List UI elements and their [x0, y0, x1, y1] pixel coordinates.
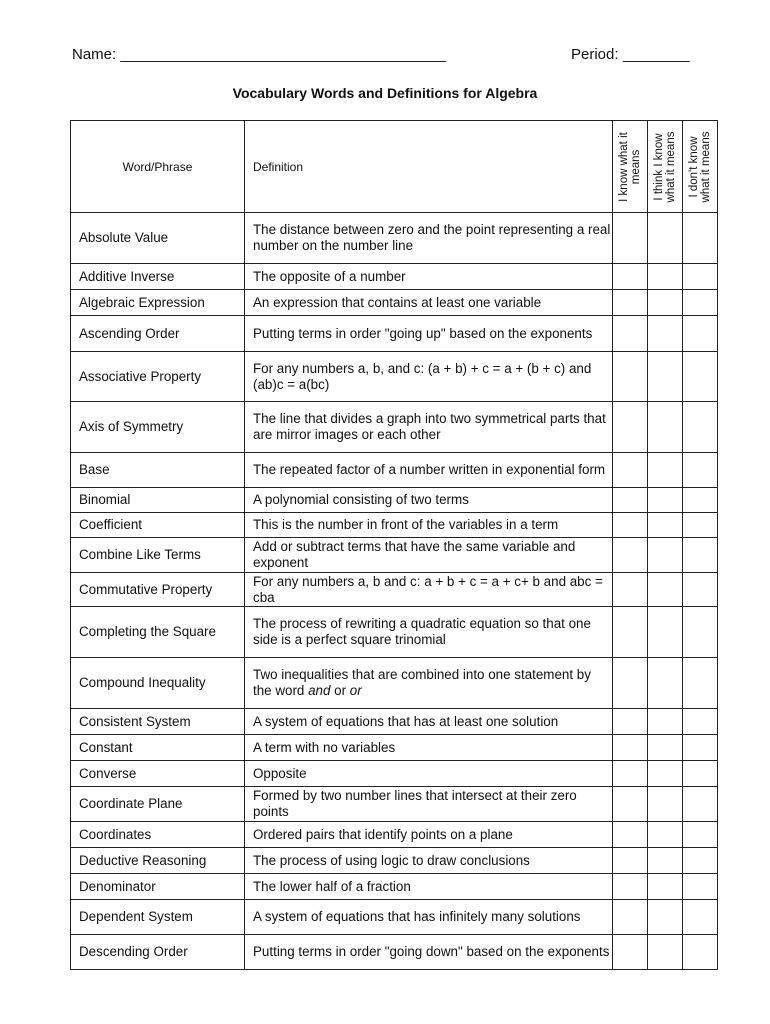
know-checkbox-cell[interactable] [613, 822, 648, 848]
definition-cell: The opposite of a number [245, 264, 613, 290]
word-cell: Base [71, 453, 245, 488]
know-checkbox-cell[interactable] [613, 709, 648, 735]
know-checkbox-cell[interactable] [613, 607, 648, 658]
table-row [71, 213, 718, 264]
vocabulary-table [70, 120, 718, 970]
think-checkbox-cell[interactable] [648, 352, 683, 402]
table-row [71, 709, 718, 735]
table-row [71, 538, 718, 573]
table-header-row [71, 121, 718, 213]
know-checkbox-cell[interactable] [613, 402, 648, 453]
know-checkbox-cell[interactable] [613, 213, 648, 264]
definition-cell: Ordered pairs that identify points on a plane [245, 822, 613, 848]
think-checkbox-cell[interactable] [648, 787, 683, 822]
definition-cell: Formed by two number lines that intersect at their zero points [245, 787, 613, 822]
think-checkbox-cell[interactable] [648, 213, 683, 264]
think-checkbox-cell[interactable] [648, 402, 683, 453]
table-row [71, 453, 718, 488]
word-cell: Axis of Symmetry [71, 402, 245, 453]
definition-cell: The line that divides a graph into two symmetrical parts that are mirror images or each other [245, 402, 613, 453]
dont-checkbox-cell[interactable] [683, 513, 718, 538]
word-cell: Converse [71, 761, 245, 787]
word-cell: Coordinate Plane [71, 787, 245, 822]
definition-cell: The repeated factor of a number written in exponential form [245, 453, 613, 488]
know-checkbox-cell[interactable] [613, 264, 648, 290]
definition-text: Two inequalities that are combined into one statement by the word [253, 667, 591, 698]
dont-checkbox-cell[interactable] [683, 935, 718, 970]
definition-emphasis-and: and [308, 683, 331, 698]
think-checkbox-cell[interactable] [648, 264, 683, 290]
table-row [71, 290, 718, 316]
page-title: Vocabulary Words and Definitions for Algebra [232, 85, 538, 101]
table-row [71, 264, 718, 290]
know-checkbox-cell[interactable] [613, 900, 648, 935]
know-checkbox-cell[interactable] [613, 848, 648, 874]
dont-checkbox-cell[interactable] [683, 352, 718, 402]
definition-cell: The process of rewriting a quadratic equation so that one side is a perfect square trinomial [245, 607, 613, 658]
dont-checkbox-cell[interactable] [683, 709, 718, 735]
think-checkbox-cell[interactable] [648, 316, 683, 352]
definition-cell: For any numbers a, b, and c: (a + b) + c = a + (b + c) and (ab)c = a(bc) [245, 352, 613, 402]
table-row [71, 573, 718, 607]
dont-checkbox-cell[interactable] [683, 316, 718, 352]
word-cell: Algebraic Expression [71, 290, 245, 316]
table-row [71, 352, 718, 402]
definition-cell: Opposite [245, 761, 613, 787]
definition-cell: Putting terms in order "going up" based on the exponents [245, 316, 613, 352]
word-cell: Ascending Order [71, 316, 245, 352]
know-checkbox-cell[interactable] [613, 513, 648, 538]
definition-cell: The distance between zero and the point representing a real number on the number line [245, 213, 613, 264]
definition-cell: The lower half of a fraction [245, 874, 613, 900]
know-checkbox-cell[interactable] [613, 538, 648, 573]
column-header-know [613, 121, 648, 213]
dont-checkbox-cell[interactable] [683, 848, 718, 874]
table-row [71, 848, 718, 874]
dont-checkbox-cell[interactable] [683, 658, 718, 709]
word-cell: Compound Inequality [71, 658, 245, 709]
think-checkbox-cell[interactable] [648, 761, 683, 787]
word-cell: Deductive Reasoning [71, 848, 245, 874]
column-header-word: Word/Phrase [71, 121, 245, 213]
dont-checkbox-cell[interactable] [683, 573, 718, 607]
think-checkbox-cell[interactable] [648, 290, 683, 316]
think-checkbox-cell[interactable] [648, 822, 683, 848]
think-checkbox-cell[interactable] [648, 848, 683, 874]
definition-cell: An expression that contains at least one variable [245, 290, 613, 316]
word-cell: Dependent System [71, 900, 245, 935]
think-checkbox-cell[interactable] [648, 735, 683, 761]
definition-cell: A term with no variables [245, 735, 613, 761]
table-row [71, 822, 718, 848]
word-cell: Consistent System [71, 709, 245, 735]
think-checkbox-cell[interactable] [648, 935, 683, 970]
think-checkbox-cell[interactable] [648, 709, 683, 735]
dont-checkbox-cell[interactable] [683, 787, 718, 822]
know-checkbox-cell[interactable] [613, 352, 648, 402]
column-header-definition: Definition [245, 121, 613, 213]
definition-cell: Putting terms in order "going down" based on the exponents [245, 935, 613, 970]
dont-checkbox-cell[interactable] [683, 538, 718, 573]
dont-checkbox-cell[interactable] [683, 213, 718, 264]
table-row [71, 658, 718, 709]
definition-cell: This is the number in front of the variables in a term [245, 513, 613, 538]
know-checkbox-cell[interactable] [613, 735, 648, 761]
table-row [71, 316, 718, 352]
dont-checkbox-cell[interactable] [683, 402, 718, 453]
definition-cell: The process of using logic to draw conclusions [245, 848, 613, 874]
word-cell: Coefficient [71, 513, 245, 538]
word-cell: Denominator [71, 874, 245, 900]
definition-cell: A system of equations that has infinitely many solutions [245, 900, 613, 935]
dont-checkbox-cell[interactable] [683, 488, 718, 513]
table-row [71, 761, 718, 787]
word-cell: Descending Order [71, 935, 245, 970]
know-checkbox-cell[interactable] [613, 658, 648, 709]
word-cell: Combine Like Terms [71, 538, 245, 573]
word-cell: Completing the Square [71, 607, 245, 658]
table-row [71, 900, 718, 935]
table-row [71, 513, 718, 538]
word-cell: Constant [71, 735, 245, 761]
definition-cell: Add or subtract terms that have the same variable and exponent [245, 538, 613, 573]
table-row [71, 935, 718, 970]
column-header-think [648, 121, 683, 213]
dont-checkbox-cell[interactable] [683, 874, 718, 900]
know-checkbox-cell[interactable] [613, 453, 648, 488]
table-row [71, 787, 718, 822]
dont-checkbox-cell[interactable] [683, 822, 718, 848]
definition-cell: A polynomial consisting of two terms [245, 488, 613, 513]
think-checkbox-cell[interactable] [648, 658, 683, 709]
definition-cell: For any numbers a, b and c: a + b + c = a + c+ b and abc = cba [245, 573, 613, 607]
word-cell: Additive Inverse [71, 264, 245, 290]
table-row [71, 402, 718, 453]
think-checkbox-cell[interactable] [648, 874, 683, 900]
dont-checkbox-cell[interactable] [683, 735, 718, 761]
column-header-know-label: I know what it means [618, 131, 642, 202]
word-cell: Coordinates [71, 822, 245, 848]
word-cell: Binomial [71, 488, 245, 513]
column-header-dont [683, 121, 718, 213]
table-row [71, 735, 718, 761]
word-cell: Commutative Property [71, 573, 245, 607]
definition-emphasis-or: or [349, 683, 362, 698]
know-checkbox-cell[interactable] [613, 787, 648, 822]
think-checkbox-cell[interactable] [648, 538, 683, 573]
name-field-label: Name: _______________________________________ [72, 46, 446, 63]
know-checkbox-cell[interactable] [613, 573, 648, 607]
think-checkbox-cell[interactable] [648, 453, 683, 488]
dont-checkbox-cell[interactable] [683, 453, 718, 488]
dont-checkbox-cell[interactable] [683, 761, 718, 787]
column-header-think-label: I think I know what it means [653, 131, 677, 202]
column-header-dont-label: I don't know what it means [688, 131, 712, 202]
dont-checkbox-cell[interactable] [683, 290, 718, 316]
table-row [71, 488, 718, 513]
know-checkbox-cell[interactable] [613, 290, 648, 316]
table-row [71, 874, 718, 900]
think-checkbox-cell[interactable] [648, 607, 683, 658]
dont-checkbox-cell[interactable] [683, 264, 718, 290]
think-checkbox-cell[interactable] [648, 513, 683, 538]
think-checkbox-cell[interactable] [648, 573, 683, 607]
dont-checkbox-cell[interactable] [683, 607, 718, 658]
think-checkbox-cell[interactable] [648, 488, 683, 513]
definition-text-or: or [330, 683, 350, 698]
dont-checkbox-cell[interactable] [683, 900, 718, 935]
definition-cell: A system of equations that has at least one solution [245, 709, 613, 735]
know-checkbox-cell[interactable] [613, 761, 648, 787]
know-checkbox-cell[interactable] [613, 874, 648, 900]
definition-cell [245, 658, 613, 709]
table-row [71, 607, 718, 658]
know-checkbox-cell[interactable] [613, 935, 648, 970]
know-checkbox-cell[interactable] [613, 316, 648, 352]
period-field-label: Period: ________ [571, 46, 690, 63]
know-checkbox-cell[interactable] [613, 488, 648, 513]
word-cell: Absolute Value [71, 213, 245, 264]
word-cell: Associative Property [71, 352, 245, 402]
think-checkbox-cell[interactable] [648, 900, 683, 935]
